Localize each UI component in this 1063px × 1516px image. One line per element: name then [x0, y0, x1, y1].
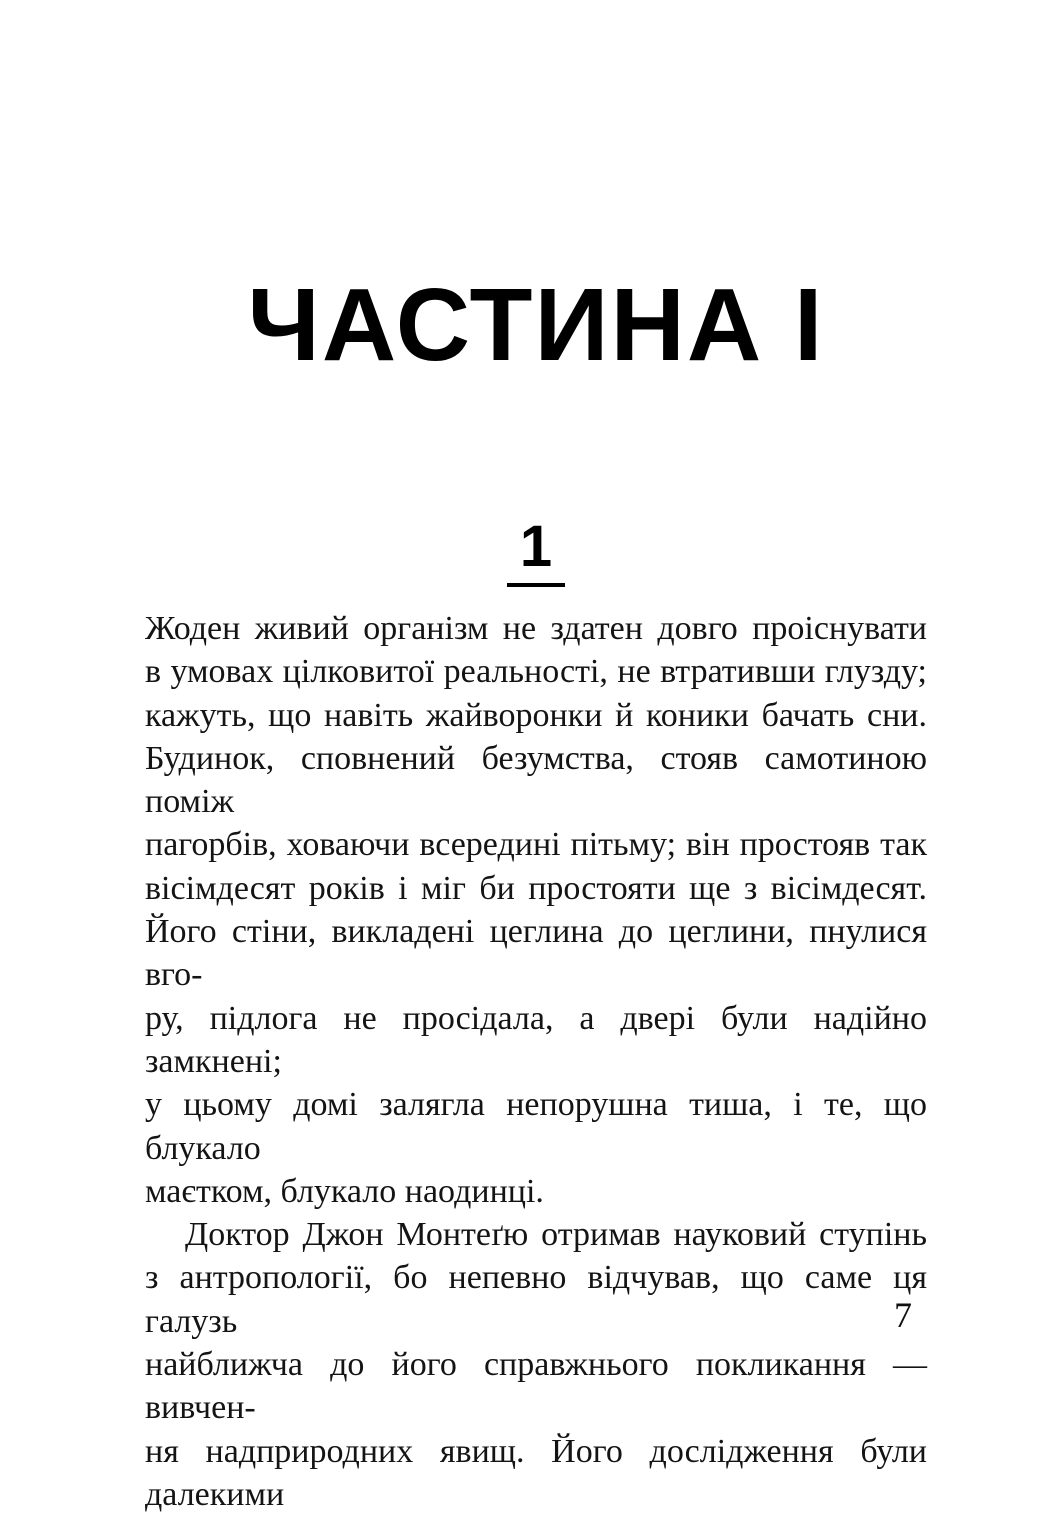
text-line: Його стіни, викладені цеглина до цеглини, пнулися вго- — [145, 913, 927, 994]
text-line: ня надприродних явищ. Його дослідження були далекими — [145, 1432, 927, 1513]
text-line: Будинок, сповнений безумства, стояв самотиною поміж — [145, 739, 927, 821]
page-number: 7 — [894, 1295, 912, 1335]
text-line: Доктор Джон Монтеґю отримав науковий ступінь — [185, 1216, 927, 1254]
text-line: з антропології, бо непевно відчував, що саме ця галузь — [145, 1259, 927, 1340]
text-line: найближча до його справжнього покликання — вивчен- — [145, 1346, 927, 1427]
chapter-heading — [145, 514, 927, 587]
text-line: маєтком, блукало наодинці. — [145, 1172, 544, 1210]
text-line: Жоден живий організм не здатен довго проіснувати — [145, 610, 927, 647]
text-line: пагорбів, ховаючи всередині пітьму; він простояв так — [145, 826, 927, 864]
part-title: ЧАСТИНА I — [247, 267, 825, 382]
body-text — [145, 607, 927, 1516]
chapter-number: 1 — [507, 518, 565, 587]
text-line: кажуть, що навіть жайворонки й коники бачать сни. — [145, 696, 927, 734]
text-line: у цьому домі залягла непорушна тиша, і те, що блукало — [145, 1086, 927, 1167]
text-line: ру, підлога не просідала, а двері були надійно замкнені; — [145, 999, 927, 1080]
text-line: в умовах цілковитої реальності, не втративши глузду; — [145, 653, 927, 691]
text-line: вісімдесят років і міг би простояти ще з вісімдесят. — [145, 869, 927, 907]
